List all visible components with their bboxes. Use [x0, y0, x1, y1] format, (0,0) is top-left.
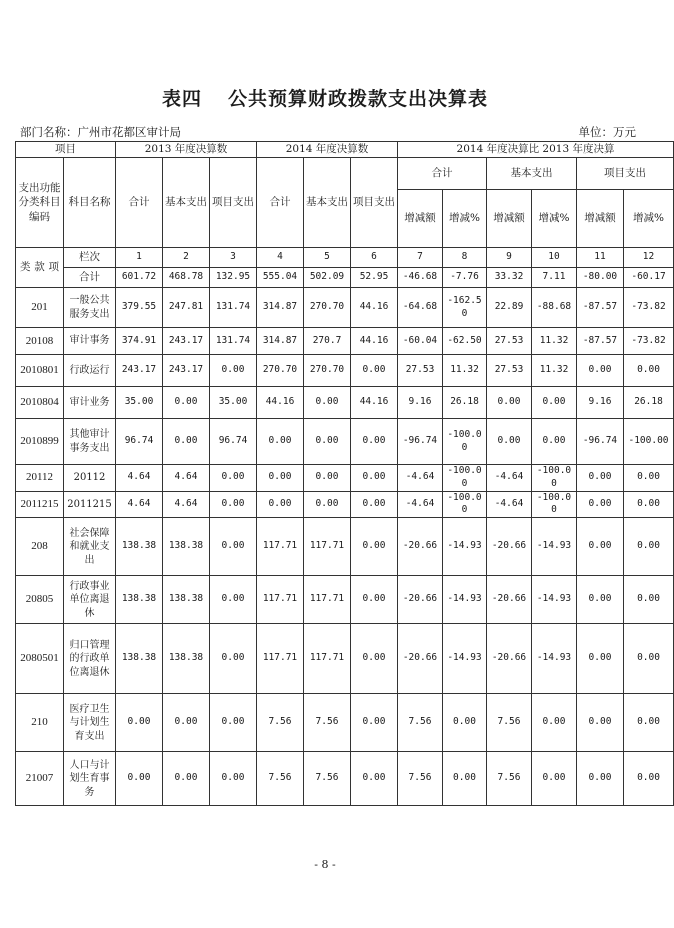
kuan-label: 款 [34, 261, 45, 274]
value-cell: 7.56 [257, 752, 304, 806]
column-number: 5 [304, 248, 351, 268]
value-cell: 0.00 [351, 752, 398, 806]
value-cell: -14.93 [532, 624, 577, 694]
subject-name: 行政事业单位离退休 [64, 576, 116, 624]
column-number: 6 [351, 248, 398, 268]
value-cell: 11.32 [532, 328, 577, 355]
value-cell: 243.17 [116, 355, 163, 387]
header-row-2 [16, 158, 674, 190]
value-cell: 117.71 [304, 624, 351, 694]
header-2014: 2014 年度决算数 [257, 142, 398, 158]
value-cell: -20.66 [487, 624, 532, 694]
value-cell: 270.7 [304, 328, 351, 355]
column-number: 10 [532, 248, 577, 268]
total-cell: 7.11 [532, 268, 577, 288]
value-cell: 0.00 [577, 576, 624, 624]
value-cell: 22.89 [487, 288, 532, 328]
value-cell: -4.64 [398, 465, 443, 492]
value-cell: -20.66 [487, 518, 532, 576]
value-cell: -14.93 [532, 518, 577, 576]
value-cell: 44.16 [351, 387, 398, 419]
value-cell: 0.00 [304, 465, 351, 492]
value-cell: 0.00 [210, 576, 257, 624]
value-cell: 131.74 [210, 328, 257, 355]
header-name-col: 科目名称 [64, 158, 116, 248]
table-row [16, 752, 674, 806]
subject-name: 2011215 [64, 491, 116, 518]
value-cell: 0.00 [351, 694, 398, 752]
table-row [16, 288, 674, 328]
header-2013-project: 项目支出 [210, 158, 257, 248]
header-2014-project: 项目支出 [351, 158, 398, 248]
value-cell: 7.56 [487, 694, 532, 752]
budget-table [15, 141, 674, 806]
value-cell: 0.00 [577, 518, 624, 576]
value-cell: 0.00 [624, 465, 674, 492]
value-cell: 0.00 [577, 752, 624, 806]
header-item: 项目 [16, 142, 116, 158]
value-cell: 270.70 [257, 355, 304, 387]
value-cell: 0.00 [624, 694, 674, 752]
table-row [16, 624, 674, 694]
value-cell: 270.70 [304, 355, 351, 387]
value-cell: 0.00 [351, 518, 398, 576]
value-cell: -100.00 [443, 419, 487, 465]
total-cell: 502.09 [304, 268, 351, 288]
header-2013-total: 合计 [116, 158, 163, 248]
value-cell: 7.56 [304, 752, 351, 806]
value-cell: 243.17 [163, 328, 210, 355]
value-cell: 27.53 [487, 328, 532, 355]
value-cell: 35.00 [210, 387, 257, 419]
total-cell: -60.17 [624, 268, 674, 288]
value-cell: 0.00 [116, 752, 163, 806]
table-row [16, 694, 674, 752]
header-compare-basic: 基本支出 [487, 158, 577, 190]
subject-name: 一般公共服务支出 [64, 288, 116, 328]
value-cell: 0.00 [443, 752, 487, 806]
total-cell: 52.95 [351, 268, 398, 288]
value-cell: 0.00 [351, 355, 398, 387]
value-cell: 0.00 [116, 694, 163, 752]
value-cell: -87.57 [577, 288, 624, 328]
table-row [16, 576, 674, 624]
value-cell: 247.81 [163, 288, 210, 328]
value-cell: 96.74 [210, 419, 257, 465]
value-cell: 0.00 [351, 419, 398, 465]
value-cell: 117.71 [257, 624, 304, 694]
subject-name: 20112 [64, 465, 116, 492]
subject-code: 2010804 [16, 387, 64, 419]
header-inc-pct: 增减% [624, 190, 674, 248]
value-cell: 0.00 [210, 491, 257, 518]
column-number: 7 [398, 248, 443, 268]
value-cell: -4.64 [487, 465, 532, 492]
value-cell: 0.00 [624, 752, 674, 806]
value-cell: 0.00 [210, 752, 257, 806]
value-cell: 138.38 [163, 518, 210, 576]
subject-name: 人口与计划生育事务 [64, 752, 116, 806]
value-cell: 117.71 [304, 576, 351, 624]
value-cell: 0.00 [304, 419, 351, 465]
value-cell: 0.00 [577, 465, 624, 492]
value-cell: 270.70 [304, 288, 351, 328]
subject-code: 210 [16, 694, 64, 752]
header-compare-project: 项目支出 [577, 158, 674, 190]
value-cell: 0.00 [624, 491, 674, 518]
value-cell: -100.00 [532, 491, 577, 518]
subject-name: 行政运行 [64, 355, 116, 387]
subject-name: 审计事务 [64, 328, 116, 355]
value-cell: -100.00 [443, 491, 487, 518]
value-cell: 0.00 [163, 752, 210, 806]
subject-code: 208 [16, 518, 64, 576]
value-cell: 27.53 [487, 355, 532, 387]
value-cell: 138.38 [116, 518, 163, 576]
value-cell: -73.82 [624, 288, 674, 328]
value-cell: -162.50 [443, 288, 487, 328]
value-cell: 0.00 [210, 355, 257, 387]
value-cell: -20.66 [398, 576, 443, 624]
header-inc-pct: 增减% [443, 190, 487, 248]
table-title [0, 84, 650, 111]
value-cell: 0.00 [304, 491, 351, 518]
value-cell: 0.00 [532, 387, 577, 419]
value-cell: 7.56 [304, 694, 351, 752]
value-cell: 0.00 [210, 694, 257, 752]
value-cell: -88.68 [532, 288, 577, 328]
total-cell: 601.72 [116, 268, 163, 288]
table-title-text: 公共预算财政拨款支出决算表 [228, 88, 489, 110]
value-cell: 374.91 [116, 328, 163, 355]
value-cell: 11.32 [443, 355, 487, 387]
column-number: 2 [163, 248, 210, 268]
header-compare: 2014 年度决算比 2013 年度决算 [398, 142, 674, 158]
value-cell: -100.00 [532, 465, 577, 492]
value-cell: -96.74 [398, 419, 443, 465]
value-cell: 0.00 [163, 387, 210, 419]
value-cell: 0.00 [210, 518, 257, 576]
column-number: 1 [116, 248, 163, 268]
value-cell: 131.74 [210, 288, 257, 328]
value-cell: 0.00 [532, 419, 577, 465]
value-cell: 0.00 [257, 465, 304, 492]
xiang-label: 项 [48, 261, 59, 274]
unit-label: 单位：万元 [578, 125, 636, 139]
page-number: - 8 - [314, 858, 336, 871]
value-cell: 7.56 [398, 752, 443, 806]
value-cell: 0.00 [304, 387, 351, 419]
value-cell: 9.16 [398, 387, 443, 419]
value-cell: 11.32 [532, 355, 577, 387]
subject-code: 2010801 [16, 355, 64, 387]
value-cell: 4.64 [163, 465, 210, 492]
table-row [16, 328, 674, 355]
header-2013-basic: 基本支出 [163, 158, 210, 248]
column-number: 12 [624, 248, 674, 268]
value-cell: 0.00 [443, 694, 487, 752]
value-cell: 9.16 [577, 387, 624, 419]
total-cell: 468.78 [163, 268, 210, 288]
value-cell: 0.00 [577, 491, 624, 518]
header-2014-basic: 基本支出 [304, 158, 351, 248]
value-cell: 0.00 [351, 624, 398, 694]
subject-code: 2011215 [16, 491, 64, 518]
table-row [16, 491, 674, 518]
subject-code: 21007 [16, 752, 64, 806]
header-compare-total: 合计 [398, 158, 487, 190]
value-cell: -20.66 [398, 518, 443, 576]
value-cell: 7.56 [257, 694, 304, 752]
column-number-row [16, 248, 674, 268]
subject-name: 医疗卫生与计划生育支出 [64, 694, 116, 752]
column-number: 9 [487, 248, 532, 268]
header-code-col: 支出功能分类科目编码 [16, 158, 64, 248]
header-inc-amt: 增减额 [487, 190, 532, 248]
value-cell: 44.16 [351, 328, 398, 355]
value-cell: 0.00 [532, 694, 577, 752]
value-cell: 0.00 [624, 624, 674, 694]
value-cell: 0.00 [351, 465, 398, 492]
value-cell: -62.50 [443, 328, 487, 355]
subject-name: 社会保障和就业支出 [64, 518, 116, 576]
column-number: 3 [210, 248, 257, 268]
total-cell: -80.00 [577, 268, 624, 288]
header-inc-amt: 增减额 [398, 190, 443, 248]
subject-code: 2010899 [16, 419, 64, 465]
value-cell: 117.71 [257, 576, 304, 624]
value-cell: 0.00 [624, 576, 674, 624]
table-row [16, 465, 674, 492]
value-cell: 138.38 [163, 624, 210, 694]
total-label: 合计 [64, 268, 116, 288]
value-cell: -73.82 [624, 328, 674, 355]
value-cell: 379.55 [116, 288, 163, 328]
subject-name: 归口管理的行政单位离退休 [64, 624, 116, 694]
column-number: 8 [443, 248, 487, 268]
value-cell: 243.17 [163, 355, 210, 387]
total-cell: 33.32 [487, 268, 532, 288]
value-cell: -20.66 [398, 624, 443, 694]
subject-code: 201 [16, 288, 64, 328]
value-cell: 138.38 [116, 624, 163, 694]
total-cell: 132.95 [210, 268, 257, 288]
value-cell: 117.71 [257, 518, 304, 576]
column-number: 11 [577, 248, 624, 268]
value-cell: 7.56 [487, 752, 532, 806]
value-cell: 44.16 [351, 288, 398, 328]
subject-code: 20108 [16, 328, 64, 355]
value-cell: 0.00 [257, 491, 304, 518]
header-row-1 [16, 142, 674, 158]
value-cell: 4.64 [116, 465, 163, 492]
value-cell: 96.74 [116, 419, 163, 465]
value-cell: 0.00 [577, 355, 624, 387]
header-inc-pct: 增减% [532, 190, 577, 248]
value-cell: 0.00 [163, 694, 210, 752]
value-cell: 138.38 [116, 576, 163, 624]
value-cell: 0.00 [532, 752, 577, 806]
value-cell: -4.64 [487, 491, 532, 518]
value-cell: -14.93 [532, 576, 577, 624]
header-2013: 2013 年度决算数 [116, 142, 257, 158]
lei-label: 类 [20, 261, 31, 274]
value-cell: 44.16 [257, 387, 304, 419]
value-cell: 4.64 [116, 491, 163, 518]
value-cell: 314.87 [257, 288, 304, 328]
table-row [16, 387, 674, 419]
value-cell: 26.18 [443, 387, 487, 419]
lei-kuan-xiang-cell [16, 248, 64, 288]
value-cell: 0.00 [351, 491, 398, 518]
value-cell: -96.74 [577, 419, 624, 465]
column-number: 4 [257, 248, 304, 268]
table-number: 表四 [161, 88, 202, 110]
value-cell: 0.00 [577, 624, 624, 694]
value-cell: 314.87 [257, 328, 304, 355]
value-cell: 0.00 [624, 518, 674, 576]
value-cell: 0.00 [624, 355, 674, 387]
subject-code: 20805 [16, 576, 64, 624]
value-cell: -100.00 [624, 419, 674, 465]
header-inc-amt: 增减额 [577, 190, 624, 248]
subject-name: 审计业务 [64, 387, 116, 419]
value-cell: -4.64 [398, 491, 443, 518]
subject-code: 2080501 [16, 624, 64, 694]
value-cell: 0.00 [487, 419, 532, 465]
value-cell: 0.00 [210, 624, 257, 694]
value-cell: -14.93 [443, 576, 487, 624]
department-name: 部门名称：广州市花都区审计局 [20, 125, 181, 139]
value-cell: 0.00 [487, 387, 532, 419]
total-cell: 555.04 [257, 268, 304, 288]
table-row [16, 419, 674, 465]
table-row [16, 518, 674, 576]
value-cell: 27.53 [398, 355, 443, 387]
value-cell: 7.56 [398, 694, 443, 752]
value-cell: -14.93 [443, 518, 487, 576]
value-cell: -20.66 [487, 576, 532, 624]
lanci-label: 栏次 [64, 248, 116, 268]
subject-code: 20112 [16, 465, 64, 492]
value-cell: 117.71 [304, 518, 351, 576]
total-row [16, 268, 674, 288]
table-row [16, 355, 674, 387]
value-cell: -87.57 [577, 328, 624, 355]
total-cell: -46.68 [398, 268, 443, 288]
value-cell: -100.00 [443, 465, 487, 492]
value-cell: 26.18 [624, 387, 674, 419]
value-cell: 0.00 [351, 576, 398, 624]
total-cell: -7.76 [443, 268, 487, 288]
subject-name: 其他审计事务支出 [64, 419, 116, 465]
value-cell: 138.38 [163, 576, 210, 624]
value-cell: 35.00 [116, 387, 163, 419]
value-cell: -60.04 [398, 328, 443, 355]
header-2014-total: 合计 [257, 158, 304, 248]
value-cell: 0.00 [257, 419, 304, 465]
value-cell: 0.00 [163, 419, 210, 465]
value-cell: 4.64 [163, 491, 210, 518]
value-cell: 0.00 [577, 694, 624, 752]
value-cell: -64.68 [398, 288, 443, 328]
value-cell: -14.93 [443, 624, 487, 694]
value-cell: 0.00 [210, 465, 257, 492]
